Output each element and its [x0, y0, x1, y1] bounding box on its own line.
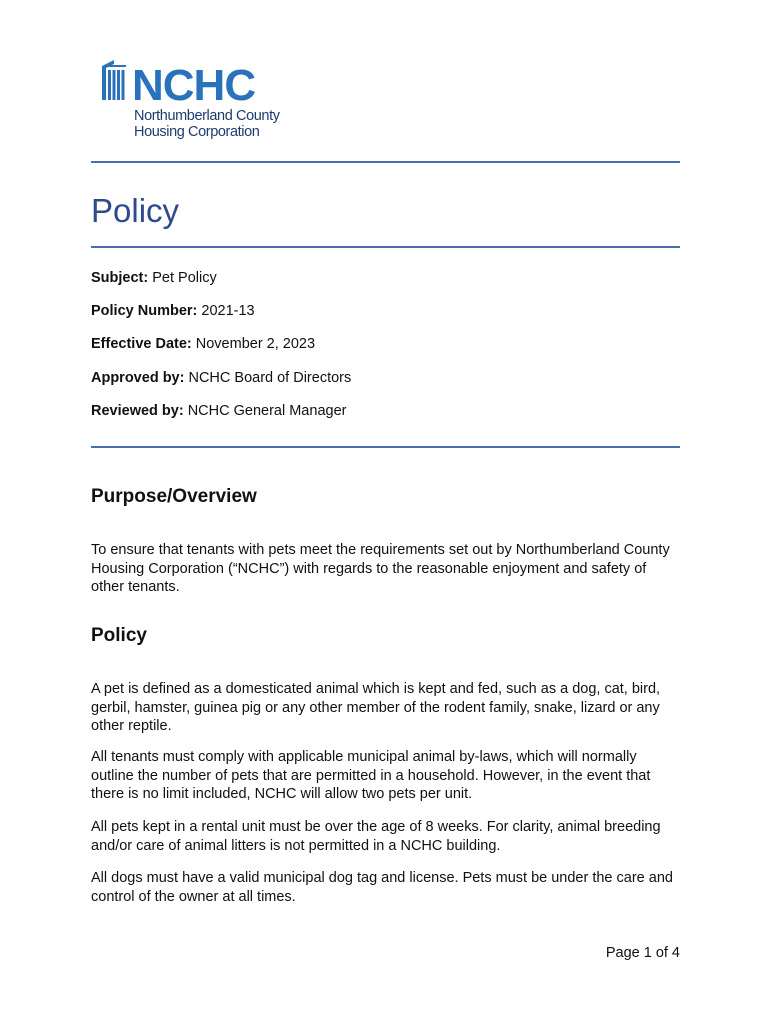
meta-effective-date [91, 336, 315, 352]
meta-value: November 2, 2023 [195, 336, 316, 352]
meta-label: Reviewed by: [91, 403, 184, 419]
logo-subtitle [134, 108, 314, 140]
paragraph-bylaws: All tenants must comply with applicable municipal animal by-laws, which will normally outline the number of pets that are permitted in a household. However, in the event that there is no limit included, NCHC will allow two pets per unit. [91, 749, 651, 802]
page-title: Policy [91, 192, 180, 229]
meta-subject [91, 270, 217, 286]
nchc-logo [100, 58, 300, 148]
building-logo-icon [100, 60, 128, 104]
section-heading-purpose: Purpose/Overview [91, 486, 257, 507]
section-heading-policy: Policy [91, 625, 147, 646]
header-divider [91, 161, 680, 163]
meta-value: NCHC Board of Directors [188, 370, 352, 386]
meta-value: 2021-13 [201, 303, 255, 319]
logo-subtitle-line2: Housing Corporation [134, 124, 260, 140]
meta-reviewed-by [91, 403, 346, 419]
logo-subtitle-line1: Northumberland County [134, 108, 280, 124]
page-number: Page 1 of 4 [605, 945, 680, 961]
logo-wordmark: NCHC [132, 61, 256, 110]
meta-label: Policy Number: [91, 303, 198, 319]
meta-label: Effective Date: [91, 336, 192, 352]
meta-approved-by [91, 370, 351, 386]
paragraph-purpose: To ensure that tenants with pets meet the requirements set out by Northumberland County Housing Corporation (“NCHC”) with regards to the reasonable enjoyment and safety of other tenants. [91, 542, 670, 595]
meta-value: Pet Policy [152, 270, 217, 286]
title-divider [91, 246, 680, 248]
meta-label: Subject: [91, 270, 149, 286]
paragraph-pet-definition: A pet is defined as a domesticated animal which is kept and fed, such as a dog, cat, bird, gerbil, hamster, guinea pig or any other member of the rodent family, snake, lizard or any other reptile. [91, 681, 661, 734]
meta-divider [91, 446, 680, 448]
paragraph-dogs: All dogs must have a valid municipal dog tag and license. Pets must be under the care and control of the owner at all times. [91, 870, 673, 905]
meta-policy-number [91, 303, 255, 319]
meta-value: NCHC General Manager [187, 403, 347, 419]
meta-label: Approved by: [91, 370, 185, 386]
paragraph-age: All pets kept in a rental unit must be over the age of 8 weeks. For clarity, animal breeding and/or care of animal litters is not permitted in a NCHC building. [91, 819, 661, 854]
